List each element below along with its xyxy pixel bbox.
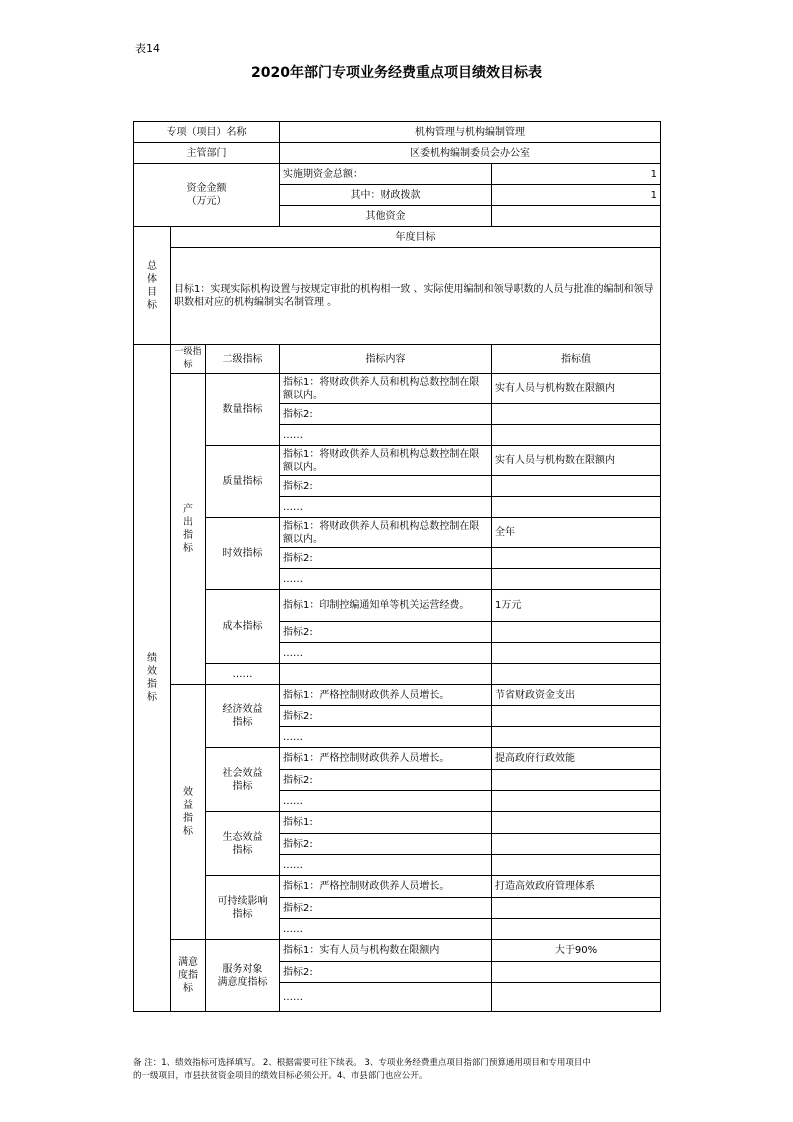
project-name-label: 专项（项目）名称 [134, 122, 280, 143]
indicator-value [492, 834, 661, 855]
side-char: 产 [183, 504, 193, 515]
indicator-content: 指标2: [280, 770, 492, 791]
footnote-line-1: 备 注：1、绩效指标可选择填写。 2、根据需要可往下续表。 3、专项业务经费重点项目指部门预算通用项目和专用项目中 [133, 1058, 591, 1068]
table-row [134, 518, 661, 548]
total-funds-value: 1 [492, 164, 661, 185]
indicator-ellipsis: …… [280, 983, 492, 1012]
footnote [133, 1057, 663, 1083]
label-line: 标 [183, 983, 193, 994]
funds-label [134, 164, 280, 227]
side-char: 指 [147, 679, 157, 690]
side-char: 目 [147, 286, 157, 298]
indicator-ellipsis: …… [280, 643, 492, 664]
fiscal-funds-value: 1 [492, 185, 661, 206]
indicator-value [492, 898, 661, 919]
indicator-ellipsis: …… [280, 425, 492, 446]
indicator-value [492, 812, 661, 834]
performance-side-label [134, 345, 171, 1012]
side-char: 效 [183, 787, 193, 798]
indicator-content: 指标2: [280, 404, 492, 425]
indicator-content: 指标2: [280, 548, 492, 569]
side-char: 体 [147, 273, 157, 285]
quality-indicator-label: 质量指标 [206, 446, 280, 518]
label-line: 满意 [178, 957, 198, 968]
indicator-ellipsis: …… [280, 919, 492, 940]
indicator-value: 全年 [492, 518, 661, 548]
indicator-value: 实有人员与机构数在限额内 [492, 374, 661, 404]
indicator-value [492, 569, 661, 590]
label-line: 服务对象 [222, 963, 263, 975]
side-char: 标 [147, 299, 157, 311]
funds-label-line-2: （万元） [186, 196, 227, 207]
label-line: 生态效益 [222, 831, 263, 843]
side-char: 绩 [147, 653, 157, 664]
table-row [134, 685, 661, 706]
side-char: 指 [183, 530, 193, 541]
indicator-ellipsis: …… [280, 855, 492, 876]
indicator-content: 指标1：实有人员与机构数在限额内 [280, 940, 492, 962]
satisfaction-indicator-label [171, 940, 206, 1012]
page-title: 2020年部门专项业务经费重点项目绩效目标表 [251, 65, 542, 81]
other-funds-value [492, 206, 661, 227]
indicator-value [492, 664, 661, 685]
indicator-value: 节省财政资金支出 [492, 685, 661, 706]
side-char: 总 [147, 260, 157, 272]
indicator-value [492, 476, 661, 497]
indicator-content: 指标2: [280, 898, 492, 919]
indicator-content: 指标2: [280, 622, 492, 643]
indicator-header-row [134, 345, 661, 374]
funds-label-line-1: 资金金额 [186, 183, 227, 194]
indicator-value: 大于90% [492, 940, 661, 962]
department-value: 区委机构编制委员会办公室 [280, 143, 661, 164]
table-row [134, 374, 661, 404]
label-line: 经济效益 [222, 704, 263, 715]
total-funds-label: 实施期资金总额： [280, 164, 492, 185]
label-line: 可持续影响 [217, 895, 268, 907]
table-row [134, 590, 661, 622]
performance-goal-table [133, 121, 661, 1012]
annual-goal-text: 目标1：实现实际机构设置与按规定审批的机构相一致 、实际使用编制和领导职数的人员与批准的编制和领导职数相对应的机构编制实名制管理 。 [171, 248, 661, 345]
timeliness-indicator-label: 时效指标 [206, 518, 280, 590]
side-char: 益 [183, 800, 193, 811]
indicator-value [492, 643, 661, 664]
label-line: 指标 [232, 844, 253, 856]
indicator-content: 指标1：严格控制财政供养人员增长。 [280, 685, 492, 706]
indicator-content: 指标1: [280, 812, 492, 834]
indicator-content: 指标1：严格控制财政供养人员增长。 [280, 876, 492, 898]
label-line: 指标 [232, 908, 253, 920]
side-char: 出 [183, 517, 193, 528]
social-indicator-label [206, 748, 280, 812]
table-row [134, 446, 661, 476]
indicator-value [492, 855, 661, 876]
indicator-value: 实有人员与机构数在限额内 [492, 446, 661, 476]
sustainable-indicator-label [206, 876, 280, 940]
label-line: 指标 [232, 717, 253, 728]
cost-indicator-label: 成本指标 [206, 590, 280, 664]
indicator-value [492, 727, 661, 748]
indicator-content: 指标1：将财政供养人员和机构总数控制在限额以内。 [280, 518, 492, 548]
indicator-ellipsis: …… [280, 727, 492, 748]
indicator-content: 指标2: [280, 476, 492, 497]
table-row [134, 876, 661, 898]
indicator-value [492, 425, 661, 446]
indicator-content: 指标2: [280, 962, 492, 983]
project-name-value: 机构管理与机构编制管理 [280, 122, 661, 143]
funds-total-row [134, 164, 661, 185]
indicator-content: 指标1：印制控编通知单等机关运营经费。 [280, 590, 492, 622]
annual-goal-label: 年度目标 [171, 227, 661, 248]
level2-header: 二级指标 [206, 345, 280, 374]
indicator-content [280, 664, 492, 685]
indicator-content: 指标1：将财政供养人员和机构总数控制在限额以内。 [280, 374, 492, 404]
footnote-line-2: 的一级项目，市县扶贫资金项目的绩效目标必须公开。4、市县部门也应公开。 [133, 1071, 428, 1081]
indicator-value: 提高政府行政效能 [492, 748, 661, 770]
label-line: 社会效益 [222, 767, 263, 779]
annual-goal-row [134, 248, 661, 345]
fiscal-funds-label: 其中：财政拨款 [280, 185, 492, 206]
economic-indicator-label [206, 685, 280, 748]
ecological-indicator-label [206, 812, 280, 876]
indicator-value [492, 548, 661, 569]
overall-goal-side-label [134, 227, 171, 345]
indicator-value: 打造高效政府管理体系 [492, 876, 661, 898]
table-row [134, 748, 661, 770]
level1-header: 一级指标 [171, 345, 206, 374]
indicator-value [492, 706, 661, 727]
indicator-content: 指标1：将财政供养人员和机构总数控制在限额以内。 [280, 446, 492, 476]
indicator-ellipsis: …… [280, 791, 492, 812]
output-indicator-label [171, 374, 206, 685]
indicator-content: 指标2: [280, 706, 492, 727]
value-header: 指标值 [492, 345, 661, 374]
indicator-content: 指标1：严格控制财政供养人员增长。 [280, 748, 492, 770]
side-char: 标 [183, 543, 193, 554]
indicator-value [492, 404, 661, 425]
indicator-value [492, 983, 661, 1012]
indicator-value [492, 770, 661, 791]
indicator-ellipsis: …… [206, 664, 280, 685]
service-satisfaction-label [206, 940, 280, 1012]
indicator-ellipsis: …… [280, 497, 492, 518]
indicator-value [492, 497, 661, 518]
indicator-value [492, 962, 661, 983]
indicator-content: 指标2: [280, 834, 492, 855]
side-char: 标 [147, 692, 157, 703]
label-line: 度指 [178, 970, 198, 981]
indicator-ellipsis: …… [280, 569, 492, 590]
indicator-value [492, 919, 661, 940]
indicator-value [492, 791, 661, 812]
label-line: 指标 [232, 780, 253, 792]
content-header: 指标内容 [280, 345, 492, 374]
side-char: 指 [183, 813, 193, 824]
table-row [134, 664, 661, 685]
quantity-indicator-label: 数量指标 [206, 374, 280, 446]
indicator-value [492, 622, 661, 643]
department-row [134, 143, 661, 164]
other-funds-label: 其他资金 [280, 206, 492, 227]
benefit-indicator-label [171, 685, 206, 940]
table-row [134, 940, 661, 962]
annual-goal-header-row [134, 227, 661, 248]
table-number-label: 表14 [135, 42, 160, 55]
side-char: 效 [147, 666, 157, 677]
side-char: 标 [183, 826, 193, 837]
department-label: 主管部门 [134, 143, 280, 164]
indicator-value: 1万元 [492, 590, 661, 622]
table-row [134, 812, 661, 834]
label-line: 满意度指标 [217, 976, 268, 988]
project-name-row [134, 122, 661, 143]
